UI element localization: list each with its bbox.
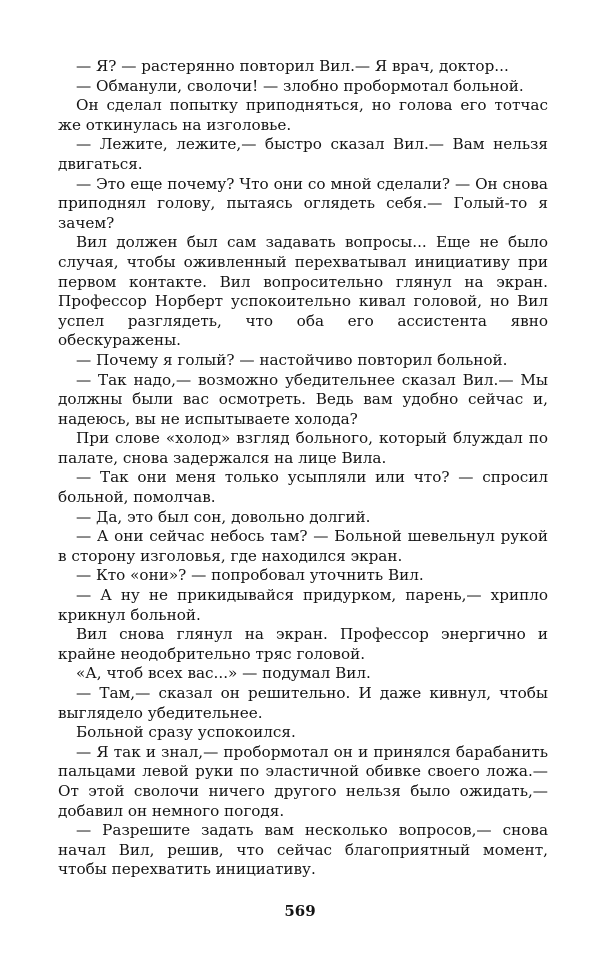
paragraph: — А ну не прикидывайся придурком, парень,— хрипло крикнул больной.: [58, 586, 548, 624]
paragraph: — Кто «они»? — попробовал уточнить Вил.: [76, 566, 424, 585]
paragraph: — Там,— сказал он решительно. И даже кивнул, чтобы выглядело убедительнее.: [58, 684, 548, 722]
paragraph: — Это еще почему? Что они со мной сделали? — Он снова приподнял голову, пытаясь оглядеть себя.— Голый-то я зачем?: [58, 174, 548, 232]
paragraph: Больной сразу успокоился.: [76, 723, 296, 742]
paragraph: «А, чтоб всех вас...» — подумал Вил.: [76, 664, 371, 683]
paragraph: — Лежите, лежите,— быстро сказал Вил.— Вам нельзя двигаться.: [58, 135, 548, 173]
paragraph: — Так надо,— возможно убедительнее сказал Вил.— Мы должны были вас осмотреть. Ведь вам удобно сейчас и, надеюсь, вы не испытываете холода?: [58, 370, 548, 428]
page-number: 569: [284, 902, 316, 920]
paragraph: Вил должен был сам задавать вопросы... Еще не было случая, чтобы оживленный перехватывал инициативу при первом контакте. Вил вопросительно глянул на экран. Профессор Норберт успокоительно кивал головой, но Вил успел разглядеть, что оба его ассистента явно обескуражены.: [58, 233, 548, 350]
paragraph: — Обманули, сволочи! — злобно пробормотал больной.: [76, 76, 524, 95]
paragraph: — Я так и знал,— пробормотал он и принялся барабанить пальцами левой руки по эластичной обивке своего ложа.— От этой сволочи ничего другого нельзя было ожидать,— добавил он немного погодя.: [58, 742, 548, 820]
page-body: [58, 57, 548, 880]
paragraph: Он сделал попытку приподняться, но голова его тотчас же откинулась на изголовье.: [58, 96, 548, 134]
paragraph: — Я? — растерянно повторил Вил.— Я врач, доктор...: [76, 57, 509, 75]
paragraph: При слове «холод» взгляд больного, который блуждал по палате, снова задержался на лице Вила.: [58, 429, 548, 467]
paragraph: — Так они меня только усыпляли или что? — спросил больной, помолчав.: [58, 468, 548, 507]
paragraph: — Разрешите задать вам несколько вопросов,— снова начал Вил, решив, что сейчас благоприятный момент, чтобы перехватить инициативу.: [58, 821, 548, 879]
paragraph: — А они сейчас небось там? — Больной шевельнул рукой в сторону изголовья, где находился экран.: [58, 527, 548, 565]
paragraph: — Почему я голый? — настойчиво повторил больной.: [76, 350, 508, 369]
paragraph: Вил снова глянул на экран. Профессор энергично и крайне неодобрительно тряс головой.: [58, 625, 548, 663]
paragraph: — Да, это был сон, довольно долгий.: [76, 507, 371, 526]
